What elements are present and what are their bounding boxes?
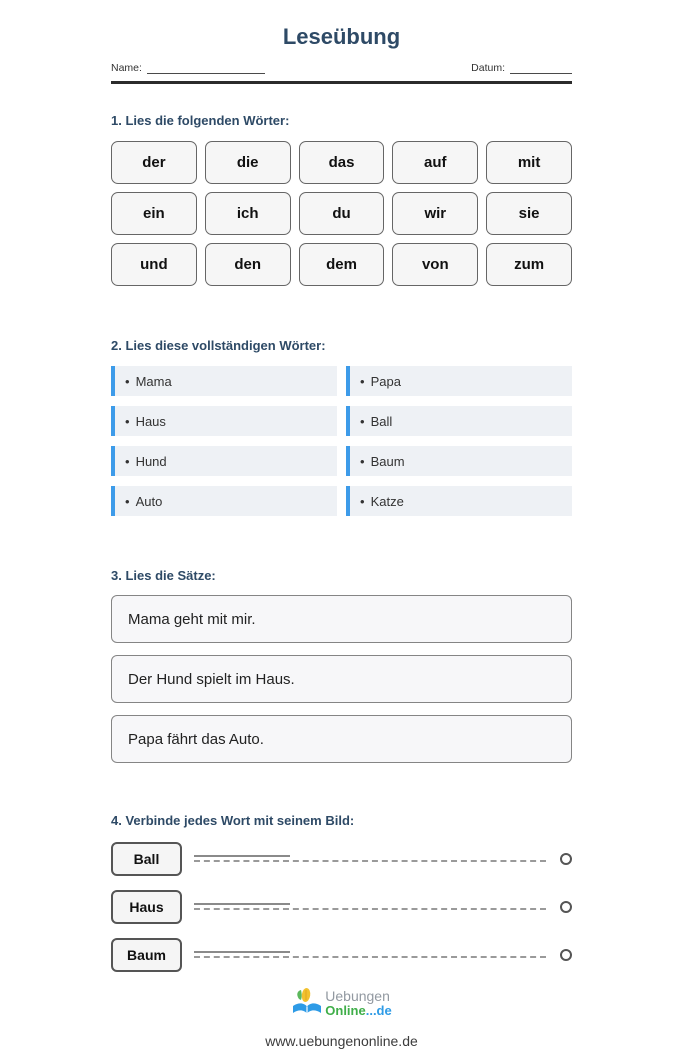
header-divider [111,81,572,84]
dashed-connector-line [194,903,546,912]
dash-line [194,908,546,910]
word-card: das [299,141,385,184]
section-2-heading: 2. Lies diese vollständigen Wörter: [111,338,326,353]
word-card: wir [392,192,478,235]
sentence-box: Mama geht mit mir. [111,595,572,643]
list-item [111,406,337,436]
list-item [111,486,337,516]
word-card: zum [486,243,572,286]
uebungen-online-logo [291,987,391,1019]
match-row [111,938,572,972]
word-card: von [392,243,478,286]
sentence-box: Der Hund spielt im Haus. [111,655,572,703]
bullet-icon: • [125,373,130,389]
word-card: du [299,192,385,235]
logo-de-text: ...de [365,1002,392,1018]
bullet-icon: • [360,373,365,389]
dash-line [194,956,546,958]
list-item-label: Hund [135,453,167,469]
list-item-label: Papa [370,373,401,389]
list-item-label: Auto [135,493,163,509]
word-list [111,366,572,516]
open-book-icon [291,987,323,1019]
logo-online-text: Online [325,1002,366,1018]
list-item-label: Haus [135,413,166,429]
word-card: ein [111,192,197,235]
word-card: mit [486,141,572,184]
dashed-connector-line [194,951,546,960]
list-item-label: Ball [370,413,393,429]
list-item-label: Katze [370,493,404,509]
word-card: ich [205,192,291,235]
date-field [471,62,572,74]
word-card: die [205,141,291,184]
list-item-label: Mama [135,373,172,389]
list-item [111,366,337,396]
connect-circle [560,901,572,913]
match-word-card: Baum [111,938,182,972]
name-date-row [111,62,572,74]
section-3-heading: 3. Lies die Sätze: [111,568,216,583]
connect-circle [560,853,572,865]
footer [111,987,572,1049]
bullet-icon: • [125,493,130,509]
match-row [111,842,572,876]
footer-url: www.uebungenonline.de [265,1033,418,1049]
logo-wordmark [325,989,391,1017]
word-card: der [111,141,197,184]
word-grid [111,141,572,286]
section-4-heading: 4. Verbinde jedes Wort mit seinem Bild: [111,813,355,828]
answer-line [194,951,290,953]
word-card: und [111,243,197,286]
section-1-heading: 1. Lies die folgenden Wörter: [111,113,290,128]
name-label: Name: [111,62,142,74]
bullet-icon: • [125,413,130,429]
list-item [346,486,572,516]
date-blank-line [510,63,572,74]
word-card: sie [486,192,572,235]
answer-line [194,855,290,857]
word-card: auf [392,141,478,184]
logo-line-uebungen: Uebungen [325,987,390,1004]
name-blank-line [147,63,265,74]
word-card: den [205,243,291,286]
bullet-icon: • [360,413,365,429]
word-card: dem [299,243,385,286]
list-item [346,406,572,436]
match-word-card: Haus [111,890,182,924]
match-word-card: Ball [111,842,182,876]
name-field [111,62,265,74]
connect-circle [560,949,572,961]
list-item-label: Baum [370,453,405,469]
date-label: Datum: [471,62,505,74]
match-row [111,890,572,924]
bullet-icon: • [360,453,365,469]
logo-line-online-de [325,1004,391,1018]
list-item [346,366,572,396]
list-item [346,446,572,476]
dashed-connector-line [194,855,546,864]
bullet-icon: • [125,453,130,469]
answer-line [194,903,290,905]
bullet-icon: • [360,493,365,509]
page-title: Leseübung [282,24,401,49]
sentence-box: Papa fährt das Auto. [111,715,572,763]
list-item [111,446,337,476]
worksheet-page [111,0,572,1049]
dash-line [194,860,546,862]
